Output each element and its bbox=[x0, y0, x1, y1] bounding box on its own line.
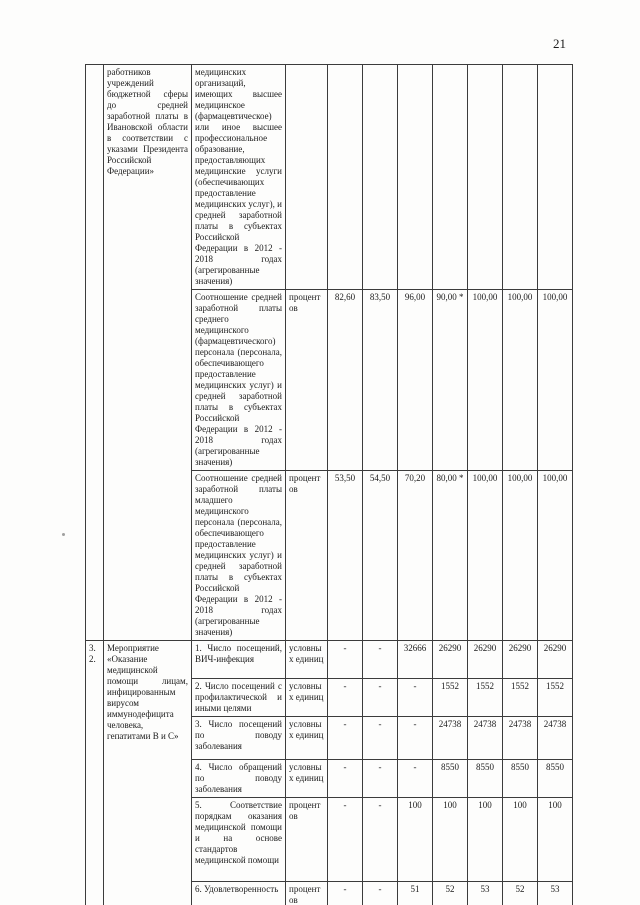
activity-name-cell: Мероприятие «Оказание медицинской помощи лицам, инфицированным вирусом иммунодефицита человека, гепатитами B и C» bbox=[104, 641, 192, 905]
value-cell: 8550 bbox=[503, 760, 538, 798]
value-cell: - bbox=[328, 760, 363, 798]
indicator-cell: Соотношение средней заработной платы среднего медицинского (фармацевтического) персонала (персонала, обеспечивающего предоставление медицинских услуг) и средней заработной платы в субъектах Российской Федерации в 2012 - 2018 годах (агрегированные значения) bbox=[192, 290, 286, 471]
value-cell bbox=[398, 65, 433, 290]
value-cell: 32666 bbox=[398, 641, 433, 679]
value-cell: 26290 bbox=[468, 641, 503, 679]
value-cell: 26290 bbox=[433, 641, 468, 679]
value-cell: 8550 bbox=[433, 760, 468, 798]
indicator-cell: 4. Число обращений по поводу заболевания bbox=[192, 760, 286, 798]
value-cell bbox=[538, 65, 573, 290]
value-cell: 100,00 bbox=[468, 471, 503, 641]
value-cell: 1552 bbox=[538, 679, 573, 717]
value-cell: 1552 bbox=[433, 679, 468, 717]
value-cell: 24738 bbox=[468, 717, 503, 760]
table-row bbox=[86, 641, 573, 679]
row-number-cell: 3.2. bbox=[86, 641, 104, 905]
value-cell: - bbox=[328, 641, 363, 679]
value-cell: - bbox=[363, 679, 398, 717]
value-cell: - bbox=[363, 717, 398, 760]
value-cell: - bbox=[398, 760, 433, 798]
row-number-cell bbox=[86, 65, 104, 641]
value-cell: 100 bbox=[538, 798, 573, 882]
value-cell: 100 bbox=[468, 798, 503, 882]
indicator-cell: 5. Соответствие порядкам оказания медицинской помощи и на основе стандартов медицинской помощи bbox=[192, 798, 286, 882]
table-row bbox=[86, 65, 573, 290]
value-cell: 24738 bbox=[433, 717, 468, 760]
unit-cell: процентов bbox=[286, 798, 328, 882]
indicator-cell: 6. Удовлетворенность bbox=[192, 882, 286, 905]
value-cell: 54,50 bbox=[363, 471, 398, 641]
value-cell: 100 bbox=[503, 798, 538, 882]
value-cell: 90,00 * bbox=[433, 290, 468, 471]
value-cell: - bbox=[363, 760, 398, 798]
page-number: 21 bbox=[553, 36, 566, 51]
value-cell: - bbox=[398, 679, 433, 717]
value-cell: 24738 bbox=[538, 717, 573, 760]
value-cell: 80,00 * bbox=[433, 471, 468, 641]
value-cell: - bbox=[328, 717, 363, 760]
value-cell: 26290 bbox=[538, 641, 573, 679]
unit-cell: условных единиц bbox=[286, 717, 328, 760]
value-cell: 100 bbox=[398, 798, 433, 882]
value-cell bbox=[363, 65, 398, 290]
value-cell: 52 bbox=[433, 882, 468, 905]
value-cell: 51 bbox=[398, 882, 433, 905]
value-cell: - bbox=[328, 798, 363, 882]
value-cell: 100 bbox=[433, 798, 468, 882]
value-cell: 1552 bbox=[468, 679, 503, 717]
value-cell: - bbox=[398, 717, 433, 760]
value-cell: - bbox=[328, 679, 363, 717]
value-cell: 100,00 bbox=[468, 290, 503, 471]
unit-cell: условных единиц bbox=[286, 679, 328, 717]
unit-cell: процентов bbox=[286, 882, 328, 905]
value-cell: 82,60 bbox=[328, 290, 363, 471]
value-cell: 1552 bbox=[503, 679, 538, 717]
value-cell bbox=[433, 65, 468, 290]
unit-cell: условных единиц bbox=[286, 641, 328, 679]
indicator-cell: 3. Число посещений по поводу заболевания bbox=[192, 717, 286, 760]
indicator-cell: 2. Число посещений с профилактической и иными целями bbox=[192, 679, 286, 717]
value-cell: 52 bbox=[503, 882, 538, 905]
indicator-cell: медицинских организаций, имеющих высшее медицинское (фармацевтическое) или иное высшее профессиональное образование, предоставляющих медицинские услуги (обеспечивающих предоставление медицинских услуг), и средней заработной платы в субъектах Российской Федерации в 2012 - 2018 годах (агрегированные значения) bbox=[192, 65, 286, 290]
unit-cell: условных единиц bbox=[286, 760, 328, 798]
activity-name-cell: работников учреждений бюджетной сферы до средней заработной платы в Ивановской области в соответствии с указами Президента Российской Федерации» bbox=[104, 65, 192, 641]
value-cell: 8550 bbox=[468, 760, 503, 798]
unit-cell bbox=[286, 65, 328, 290]
value-cell: 100,00 bbox=[503, 471, 538, 641]
value-cell: - bbox=[328, 882, 363, 905]
unit-cell: процентов bbox=[286, 290, 328, 471]
unit-cell: процентов bbox=[286, 471, 328, 641]
value-cell: 24738 bbox=[503, 717, 538, 760]
scan-artifact bbox=[62, 533, 65, 536]
program-indicators-table bbox=[85, 64, 573, 905]
value-cell: 53 bbox=[538, 882, 573, 905]
value-cell: 100,00 bbox=[503, 290, 538, 471]
value-cell: - bbox=[363, 882, 398, 905]
value-cell: - bbox=[363, 641, 398, 679]
value-cell bbox=[468, 65, 503, 290]
value-cell: 8550 bbox=[538, 760, 573, 798]
value-cell: - bbox=[363, 798, 398, 882]
value-cell: 26290 bbox=[503, 641, 538, 679]
indicator-cell: Соотношение средней заработной платы младшего медицинского персонала (персонала, обеспечивающего предоставление медицинских услуг) и средней заработной платы в субъектах Российской Федерации в 2012 - 2018 годах (агрегированные значения) bbox=[192, 471, 286, 641]
value-cell: 100,00 bbox=[538, 290, 573, 471]
value-cell: 96,00 bbox=[398, 290, 433, 471]
value-cell bbox=[328, 65, 363, 290]
indicator-cell: 1. Число посещений, ВИЧ-инфекция bbox=[192, 641, 286, 679]
value-cell: 53 bbox=[468, 882, 503, 905]
value-cell bbox=[503, 65, 538, 290]
value-cell: 53,50 bbox=[328, 471, 363, 641]
value-cell: 100,00 bbox=[538, 471, 573, 641]
value-cell: 70,20 bbox=[398, 471, 433, 641]
value-cell: 83,50 bbox=[363, 290, 398, 471]
